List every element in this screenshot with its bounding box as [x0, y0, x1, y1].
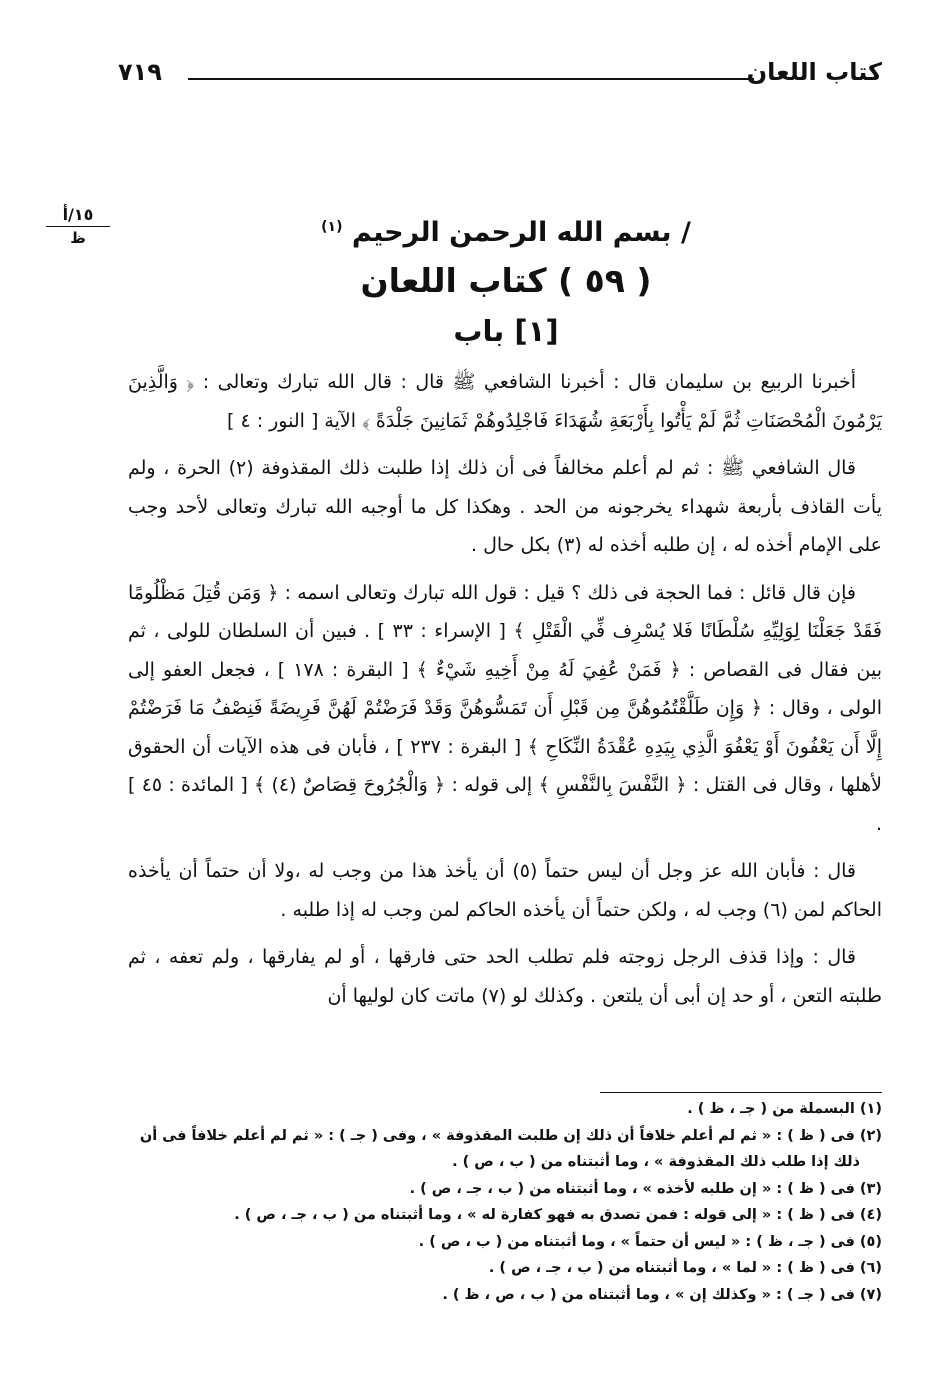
footnote: (٢) فى ( ظ ) : « ثم لم أعلم خلافاً أن ذلك إن طلبت المقذوفة » ، وفى ( جـ ) : « ثم لم أعلم خلافاً فى أن — [139, 1127, 882, 1144]
chapter-title: [١] باب — [453, 314, 559, 348]
footnotes — [128, 1096, 882, 1308]
manuscript-siglum: ظ — [70, 229, 86, 247]
paragraph: أخبرنا الربيع بن سليمان قال : أخبرنا الشافعي ﷺ قال : قال الله تبارك وتعالى : ﴿ وَالَّذِينَ يَرْمُونَ الْمُحْصَنَاتِ ثُمَّ لَمْ يَأْتُوا بِأَرْبَعَةِ شُهَدَاءَ فَاجْلِدُوهُمْ ثَمَانِينَ جَلْدَةً ﴾ الآية [ النور : ٤ ] — [128, 371, 882, 432]
main-text — [128, 363, 882, 1024]
footnote: (٤) فى ( ظ ) : « إلى قوله : فمن تصدق به فهو كفارة له » ، وما أثبتناه من ( ب ، جـ ، ص ) . — [234, 1207, 882, 1223]
running-title: كتاب اللعان — [746, 58, 882, 86]
running-header — [118, 58, 882, 98]
folio-number: ١٥/أ — [46, 205, 110, 227]
book-title: ( ٥٩ ) كتاب اللعان — [360, 261, 652, 300]
manuscript-folio-note — [46, 205, 110, 247]
footnote: (٥) فى ( جـ ، ظ ) : « ليس أن حتماً » ، وما أثبتناه من ( ب ، ص ) . — [418, 1233, 882, 1250]
footnote-continuation: ذلك إذا طلب ذلك المقذوفة » ، وما أثبتناه من ( ب ، ص ) . — [452, 1154, 860, 1170]
section-titles — [130, 205, 882, 355]
basmala — [130, 205, 882, 255]
paragraph: قال الشافعي ﷺ : ثم لم أعلم مخالفاً فى أن ذلك إذا طلبت ذلك المقذوفة (٢) الحرة ، ولم يأت القاذف بأربعة شهداء يخرجونه من الحد . وهكذا كل ما أوجبه الله تبارك وتعالى لأحد وجب على الإمام أخذه له ، إن طلبه أخذه له (٣) بكل حال . — [128, 457, 882, 556]
paragraph: قال : فأبان الله عز وجل أن ليس حتماً (٥) أن يأخذ هذا من وجب له ،ولا أن حتماً أن يأخذه الحاكم لمن (٦) وجب له ، ولكن حتماً أن يأخذه الحاكم لمن وجب له إذا طلبه . — [128, 860, 882, 921]
paragraph: فإن قال قائل : فما الحجة فى ذلك ؟ قيل : قول الله تبارك وتعالى اسمه : ﴿ وَمَن قُتِلَ مَظْلُومًا فَقَدْ جَعَلْنَا لِوَلِيِّهِ سُلْطَانًا فَلا يُسْرِف فِّي الْقَتْلِ ﴾ [ الإسراء : ٣٣ ] . فبين أن السلطان للولى ، ثم بين فقال فى القصاص : ﴿ فَمَنْ عُفِيَ لَهُ مِنْ أَخِيهِ شَيْءٌ ﴾ [ البقرة : ١٧٨ ] ، فجعل العفو إلى الولى ، وقال : ﴿ وَإِن طَلَّقْتُمُوهُنَّ مِن قَبْلِ أَن تَمَسُّوهُنَّ وَقَدْ فَرَضْتُمْ لَهُنَّ فَرِيضَةً فَنِصْفُ مَا فَرَضْتُمْ إِلَّا أَن يَعْفُونَ أَوْ يَعْفُوَ الَّذِي بِيَدِهِ عُقْدَةُ النِّكَاحِ ﴾ [ البقرة : ٢٣٧ ] ، فأبان فى هذه الآيات أن الحقوق لأهلها ، وقال فى القتل : ﴿ النَّفْسَ بِالنَّفْسِ ﴾ إلى قوله : ﴿ وَالْجُرُوحَ قِصَاصٌ (٤) ﴾ [ المائدة : ٤٥ ] . — [128, 581, 883, 835]
header-rule — [188, 78, 754, 80]
basmala-text: / بسم الله الرحمن الرحيم — [351, 217, 691, 248]
page-number: ٧١٩ — [118, 58, 162, 86]
paragraph: قال : وإذا قذف الرجل زوجته فلم تطلب الحد حتى فارقها ، أو لم يفارقها ، ولم تعفه ، ثم طلبته التعن ، أو حد إن أبى أن يلتعن . وكذلك لو (٧) ماتت كان لوليها أن — [128, 946, 882, 1007]
footnote: (١) البسملة من ( جـ ، ظ ) . — [687, 1101, 882, 1117]
footnote-separator — [600, 1092, 882, 1093]
basmala-footnote-marker: (١) — [321, 219, 343, 235]
footnote: (٦) فى ( ظ ) : « لما » ، وما أثبتناه من ( ب ، جـ ، ص ) . — [488, 1260, 882, 1276]
footnote: (٧) فى ( جـ ) : « وكذلك إن » ، وما أثبتناه من ( ب ، ص ، ظ ) . — [442, 1286, 882, 1303]
footnote: (٣) فى ( ظ ) : « إن طلبه لأخذه » ، وما أثبتناه من ( ب ، جـ ، ص ) . — [409, 1180, 882, 1197]
